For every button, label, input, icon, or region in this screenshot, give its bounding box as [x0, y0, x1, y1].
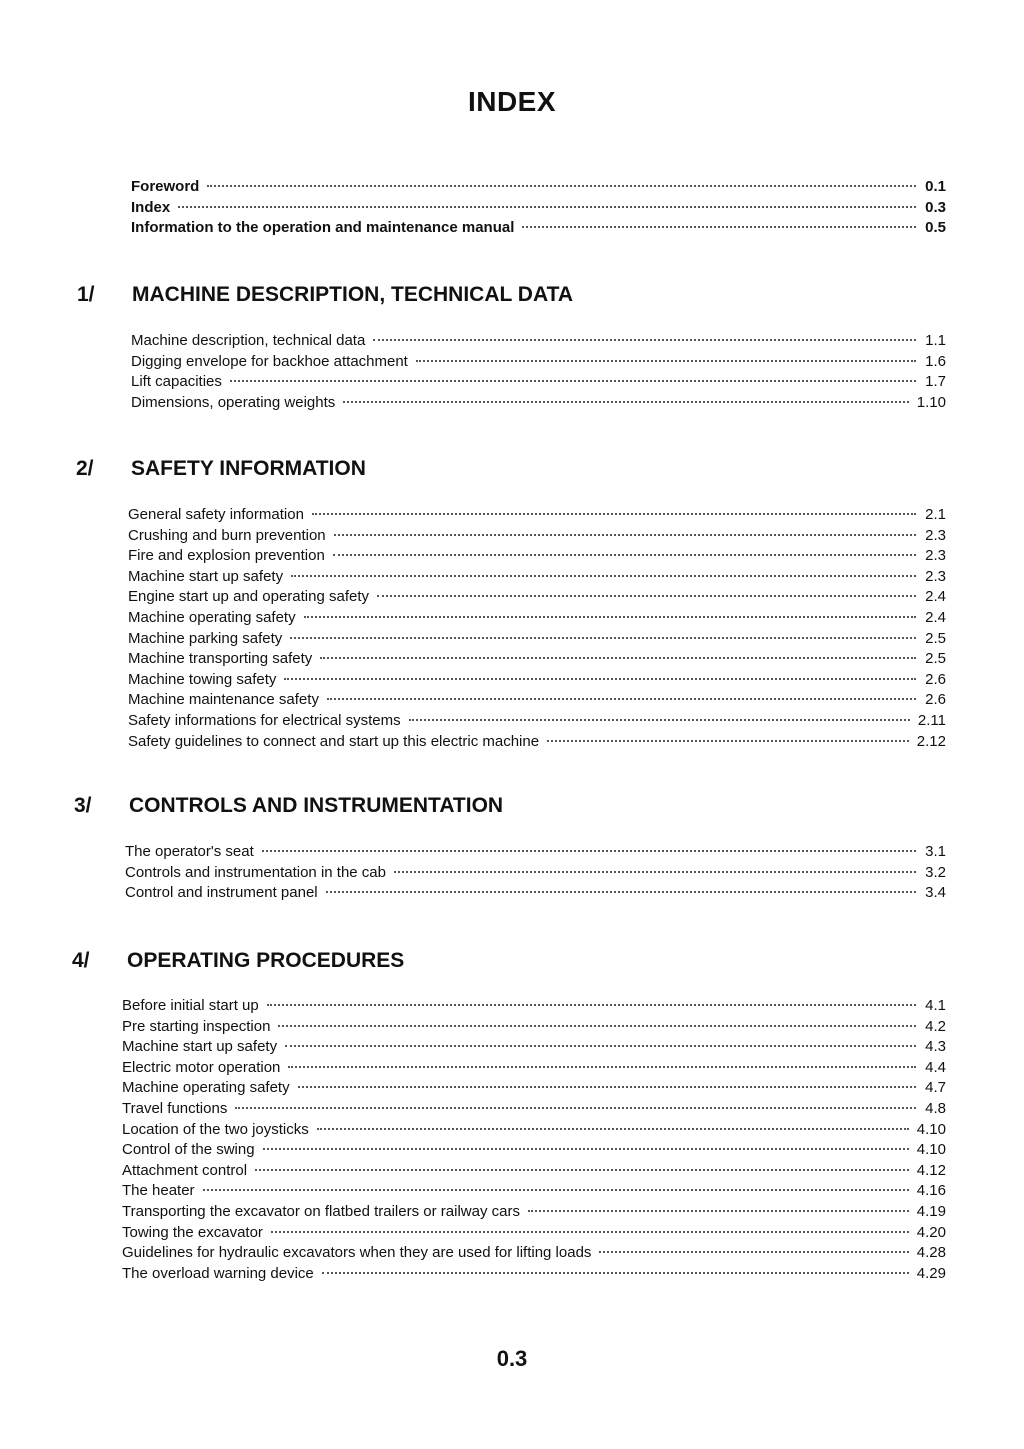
dot-leader: [298, 1086, 916, 1088]
entry-page: 2.5: [925, 650, 946, 668]
dot-leader: [271, 1231, 909, 1233]
section-1: [77, 283, 946, 411]
dot-leader: [377, 595, 916, 597]
dot-leader: [255, 1169, 909, 1171]
dot-leader: [327, 698, 916, 700]
entry-page: 4.29: [916, 1264, 946, 1282]
dot-leader: [291, 575, 916, 577]
entry-page: 4.7: [925, 1079, 946, 1097]
entry-label: Digging envelope for backhoe attachment: [131, 352, 408, 370]
dot-leader: [312, 513, 916, 515]
entry-label: Before initial start up: [122, 997, 259, 1014]
entry-label: Machine start up safety: [128, 567, 284, 585]
entry-label: Index: [131, 198, 171, 216]
section-number: 3/: [74, 794, 92, 817]
entry-page: 4.28: [916, 1244, 946, 1262]
front-matter: [131, 177, 946, 239]
toc-entry[interactable]: [131, 198, 946, 219]
toc-entry[interactable]: [122, 1037, 946, 1058]
dot-leader: [326, 891, 916, 893]
toc-entry[interactable]: [128, 608, 946, 629]
entry-page: 2.12: [916, 732, 946, 750]
toc-entry[interactable]: [128, 711, 946, 732]
entry-page: 1.7: [925, 373, 946, 391]
section-heading: [74, 794, 946, 824]
dot-leader: [285, 1045, 916, 1047]
entry-label: Safety informations for electrical systems: [128, 711, 401, 729]
entry-label: Guidelines for hydraulic excavators when they are used for lifting loads: [122, 1244, 592, 1262]
section-heading: [76, 457, 946, 487]
toc-entry[interactable]: [128, 546, 946, 567]
entry-label: The operator's seat: [125, 843, 254, 860]
toc-entry[interactable]: [128, 526, 946, 547]
toc-entry[interactable]: [122, 1017, 946, 1038]
section-number: 4/: [72, 949, 90, 972]
entry-page: 3.2: [925, 863, 946, 881]
entry-label: Dimensions, operating weights: [131, 393, 336, 411]
dot-leader: [599, 1251, 908, 1253]
entry-page: 2.4: [925, 608, 946, 626]
dot-leader: [416, 360, 916, 362]
entry-label: Safety guidelines to connect and start up this electric machine: [128, 732, 540, 750]
dot-leader: [322, 1272, 909, 1274]
dot-leader: [522, 226, 916, 228]
dot-leader: [528, 1210, 909, 1212]
dot-leader: [207, 185, 916, 187]
section-number: 1/: [77, 283, 95, 306]
entry-page: 4.8: [925, 1099, 946, 1117]
entry-label: Controls and instrumentation in the cab: [125, 863, 386, 881]
entry-page: 4.12: [916, 1161, 946, 1179]
entry-page: 4.20: [916, 1223, 946, 1241]
toc-entry[interactable]: [131, 177, 946, 198]
toc-entry[interactable]: [122, 1181, 946, 1202]
entry-page: 2.5: [925, 629, 946, 647]
dot-leader: [267, 1004, 916, 1006]
section-3: [74, 794, 946, 902]
toc-entry[interactable]: [131, 372, 946, 393]
entry-label: The overload warning device: [122, 1264, 314, 1282]
dot-leader: [178, 206, 916, 208]
entry-label: Machine start up safety: [122, 1038, 278, 1056]
dot-leader: [230, 380, 916, 382]
entry-page: 0.5: [925, 219, 946, 237]
toc-entry[interactable]: [122, 996, 946, 1017]
dot-leader: [373, 339, 916, 341]
dot-leader: [290, 637, 916, 639]
dot-leader: [317, 1128, 909, 1130]
entry-label: Fire and explosion prevention: [128, 547, 325, 565]
entry-label: Machine description, technical data: [131, 332, 366, 349]
entry-page: 2.4: [925, 588, 946, 606]
entry-label: General safety information: [128, 506, 304, 523]
toc-entry[interactable]: [122, 1161, 946, 1182]
entry-page: 4.16: [916, 1182, 946, 1200]
toc-entry[interactable]: [122, 1223, 946, 1244]
toc-entry[interactable]: [128, 505, 946, 526]
toc-entry[interactable]: [125, 842, 946, 863]
entry-label: Machine maintenance safety: [128, 691, 319, 709]
section-title: OPERATING PROCEDURES: [127, 949, 405, 972]
entry-label: Transporting the excavator on flatbed trailers or railway cars: [122, 1202, 520, 1220]
entry-page: 1.6: [925, 352, 946, 370]
toc-entry[interactable]: [131, 352, 946, 373]
dot-leader: [284, 678, 916, 680]
entry-label: Machine parking safety: [128, 629, 283, 647]
entry-label: Pre starting inspection: [122, 1017, 271, 1035]
dot-leader: [394, 871, 916, 873]
entry-label: Information to the operation and maintenance manual: [131, 219, 515, 237]
dot-leader: [334, 534, 916, 536]
toc-entry[interactable]: [128, 732, 946, 753]
toc-entry[interactable]: [128, 629, 946, 650]
toc-entry[interactable]: [122, 1202, 946, 1223]
entry-page: 4.3: [925, 1038, 946, 1056]
dot-leader: [263, 1148, 909, 1150]
dot-leader: [203, 1189, 909, 1191]
toc-entry[interactable]: [131, 393, 946, 414]
entry-page: 4.4: [925, 1058, 946, 1076]
section-2: [76, 457, 946, 750]
dot-leader: [343, 401, 909, 403]
entry-label: Machine towing safety: [128, 670, 277, 688]
toc-entry[interactable]: [125, 863, 946, 884]
toc-entry[interactable]: [128, 670, 946, 691]
entry-label: Control of the swing: [122, 1141, 255, 1159]
entry-page: 4.10: [916, 1120, 946, 1138]
entry-label: Towing the excavator: [122, 1223, 263, 1241]
section-title: CONTROLS AND INSTRUMENTATION: [129, 794, 504, 817]
dot-leader: [304, 616, 916, 618]
entry-page: 1.10: [916, 393, 946, 411]
entry-page: 2.6: [925, 691, 946, 709]
entry-label: Foreword: [131, 178, 200, 195]
page-title: INDEX: [467, 86, 557, 117]
entry-label: Attachment control: [122, 1161, 248, 1179]
section-title: SAFETY INFORMATION: [131, 457, 366, 480]
entry-label: Location of the two joysticks: [122, 1120, 309, 1138]
entry-label: Machine transporting safety: [128, 650, 313, 668]
entry-label: Travel functions: [122, 1099, 228, 1117]
toc-entry[interactable]: [128, 690, 946, 711]
toc-entry[interactable]: [125, 883, 946, 904]
entry-label: Lift capacities: [131, 373, 222, 391]
entry-label: Machine operating safety: [122, 1079, 290, 1097]
toc-entry[interactable]: [131, 331, 946, 352]
toc-entry[interactable]: [122, 1243, 946, 1264]
dot-leader: [262, 850, 916, 852]
entry-page: 2.1: [925, 506, 946, 523]
entry-page: 1.1: [925, 332, 946, 349]
section-4: [72, 949, 946, 1282]
dot-leader: [320, 657, 916, 659]
toc-entry[interactable]: [122, 1058, 946, 1079]
dot-leader: [235, 1107, 916, 1109]
page-number: 0.3: [496, 1346, 528, 1371]
entry-page: 3.1: [925, 843, 946, 860]
toc-entry[interactable]: [128, 587, 946, 608]
entry-label: The heater: [122, 1182, 195, 1200]
toc-entry[interactable]: [122, 1140, 946, 1161]
toc-entry[interactable]: [122, 1078, 946, 1099]
entry-label: Crushing and burn prevention: [128, 526, 326, 544]
entry-page: 2.11: [917, 711, 946, 729]
toc-entry[interactable]: [128, 649, 946, 670]
entry-page: 0.3: [925, 198, 946, 216]
dot-leader: [333, 554, 916, 556]
section-heading: [77, 283, 946, 313]
toc-entry[interactable]: [131, 218, 946, 239]
entry-page: 4.10: [916, 1141, 946, 1159]
toc-entry[interactable]: [122, 1120, 946, 1141]
entry-page: 4.19: [916, 1202, 946, 1220]
section-number: 2/: [76, 457, 94, 480]
entry-page: 2.6: [925, 670, 946, 688]
dot-leader: [409, 719, 910, 721]
entry-label: Electric motor operation: [122, 1058, 281, 1076]
entry-page: 0.1: [925, 178, 946, 195]
entry-page: 3.4: [925, 884, 946, 902]
dot-leader: [547, 740, 909, 742]
entry-page: 4.1: [925, 997, 946, 1014]
dot-leader: [278, 1025, 916, 1027]
entry-page: 2.3: [925, 567, 946, 585]
section-title: MACHINE DESCRIPTION, TECHNICAL DATA: [132, 283, 573, 306]
entry-page: 4.2: [925, 1017, 946, 1035]
toc-entry[interactable]: [122, 1099, 946, 1120]
entry-label: Machine operating safety: [128, 608, 296, 626]
dot-leader: [288, 1066, 916, 1068]
entry-page: 2.3: [925, 547, 946, 565]
entry-page: 2.3: [925, 526, 946, 544]
toc-entry[interactable]: [122, 1264, 946, 1285]
entry-label: Control and instrument panel: [125, 884, 318, 902]
entry-label: Engine start up and operating safety: [128, 588, 369, 606]
toc-entry[interactable]: [128, 567, 946, 588]
section-heading: [72, 949, 946, 979]
